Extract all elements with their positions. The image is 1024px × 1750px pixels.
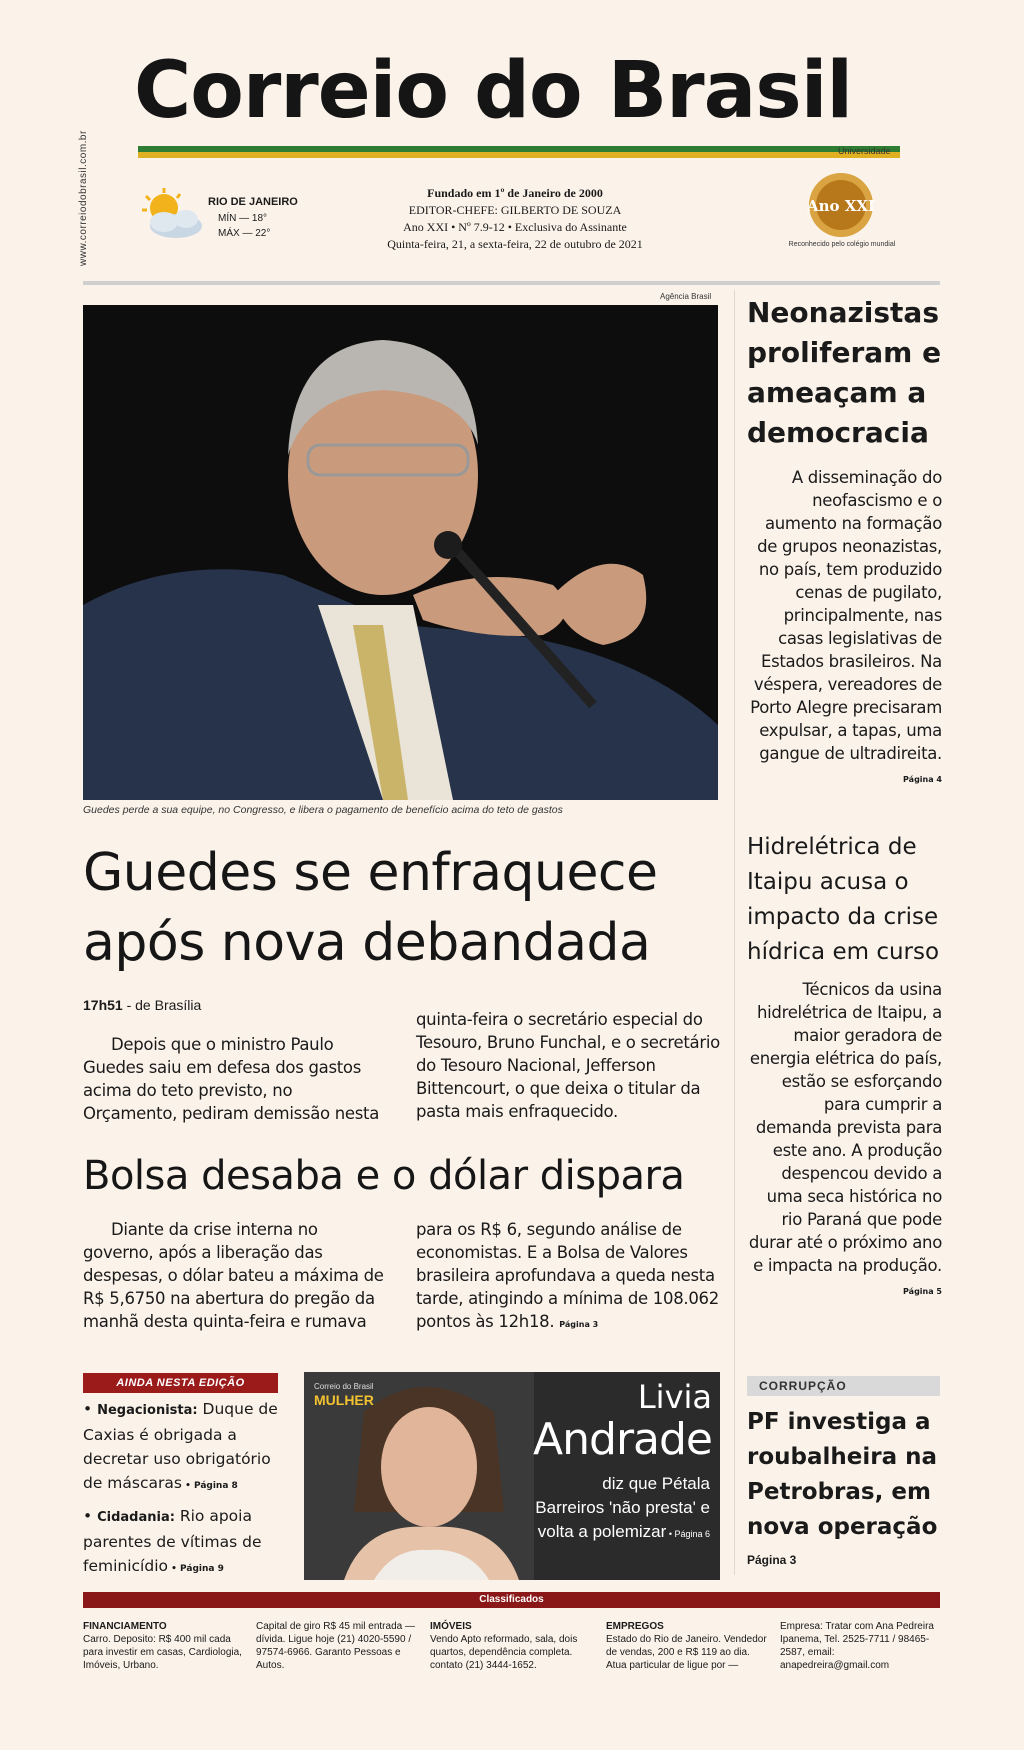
bolsa-text-col2 (416, 1218, 723, 1336)
bolsa-col2-body: para os R$ 6, segundo análise de economistas. E a Bolsa de Valores brasileira aprofundava a queda nesta tarde, atingindo a mínima de 108.062 pontos às 12h18. (416, 1220, 719, 1331)
edition-line: Ano XXI • Nº 7.9-12 • Exclusiva do Assinante (403, 220, 627, 234)
classified-col (83, 1620, 248, 1672)
masthead-stripe-yellow (138, 152, 900, 158)
seal-caption: Reconhecido pelo colégio mundial (788, 241, 896, 248)
classified-col (606, 1620, 771, 1672)
classificados-bar: Classificados (83, 1592, 940, 1608)
classified-text: Capital de giro R$ 45 mil entrada — dívida. Ligue hoje (21) 4020-5590 / 97574-6966. Garanto Pessoas e Autos. (256, 1621, 415, 1671)
bolsa-page-ref: Página 3 (559, 1320, 599, 1329)
bolsa-headline[interactable]: Bolsa desaba e o dólar dispara (83, 1153, 685, 1199)
petrobras-page-ref: Página 3 (747, 1553, 797, 1567)
dateline (83, 997, 201, 1013)
feature-name-last: Andrade (533, 1414, 712, 1465)
founded-line: Fundado em 1º de Janeiro de 2000 (427, 186, 603, 200)
main-photo (83, 305, 718, 800)
classified-col (430, 1620, 595, 1672)
sun-cloud-icon (134, 186, 214, 246)
seal-text: Ano XXI (806, 197, 876, 215)
masthead-sub: Universidade (838, 146, 891, 156)
classified-head: EMPREGOS (606, 1621, 664, 1632)
ainda-item-text: Duque de Caxias é obrigada a decretar uso obrigatório de máscaras (83, 1400, 278, 1492)
petrobras-headline[interactable]: PF investiga a roubalheira na Petrobras, em nova operação (747, 1409, 938, 1540)
classified-text: Estado do Rio de Janeiro. Vendedor de vendas, 200 e R$ 119 ao dia. Atua particular de ligue por — (606, 1634, 767, 1671)
main-text-col2: quinta-feira o secretário especial do Tesouro, Bruno Funchal, e o secretário do Tesouro Nacional, Jefferson Bittencourt, o que deixa o titular da pasta mais enfraquecido. (416, 1010, 720, 1121)
classified-text: Empresa: Tratar com Ana Pedreira Ipanema, Tel. 2525-7711 / 98465-2587, email: anapedreira@gmail.com (780, 1621, 934, 1671)
neonazistas-page-ref: Página 4 (903, 775, 942, 784)
classified-text: Vendo Apto reformado, sala, dois quartos, dependência completa. contato (21) 3444-1652. (430, 1634, 578, 1671)
editor-line: EDITOR-CHEFE: GILBERTO DE SOUZA (408, 203, 622, 217)
weather-min: MÍN — 18° (218, 213, 268, 224)
dateline-place: - de Brasília (122, 997, 202, 1013)
header-divider (83, 281, 940, 285)
itaipu-text (747, 978, 942, 1303)
side-url: www.correiodobrasil.com.br (78, 130, 89, 266)
edition-info (330, 185, 700, 253)
itaipu-page-ref: Página 5 (903, 1287, 942, 1296)
classified-text: Carro. Deposito: R$ 400 mil cada para investir em casas, Cardiologia, Imóveis, Urbano. (83, 1634, 242, 1671)
mulher-feature-box[interactable] (304, 1372, 720, 1580)
feature-name-first: Livia (637, 1378, 712, 1416)
feature-tag-brand: Correio do Brasil (314, 1382, 374, 1391)
ainda-item[interactable]: • Negacionista: Duque de Caxias é obrigada a decretar uso obrigatório de máscaras • Página 8 (83, 1400, 278, 1492)
main-text-col1: Depois que o ministro Paulo Guedes saiu em defesa dos gastos acima do teto previsto, no Orçamento, pediram demissão nesta (83, 1035, 380, 1123)
classified-head: IMÓVEIS (430, 1621, 472, 1632)
ainda-item[interactable]: • Cidadania: Rio apoia parentes de vítimas de feminicídio • Página 9 (83, 1507, 262, 1575)
feature-page-ref: • Página 6 (666, 1529, 710, 1539)
feature-text (530, 1472, 710, 1546)
weather-max: MÁX — 22° (218, 228, 271, 239)
masthead-title: Correio do Brasil (134, 46, 853, 136)
photo-credit: Agência Brasil (660, 292, 712, 301)
dateline-time: 17h51 (83, 997, 123, 1013)
classified-col (780, 1620, 940, 1672)
classified-col (256, 1620, 421, 1672)
neonazistas-text (747, 466, 942, 791)
weather-city: RIO DE JANEIRO (208, 196, 298, 208)
column-divider (734, 290, 735, 1575)
neonazistas-headline[interactable]: Neonazistas proliferam e ameaçam a democracia (747, 296, 942, 449)
classified-head: FINANCIAMENTO (83, 1621, 167, 1632)
ainda-item-page: • Página 9 (168, 1564, 224, 1574)
anniversary-seal-icon (806, 170, 876, 240)
ainda-item-kicker: Cidadania: (97, 1510, 175, 1525)
main-headline[interactable]: Guedes se enfraquece após nova debandada (83, 843, 658, 973)
feature-text-body: diz que Pétala Barreiros 'não presta' e volta a polemizar (535, 1474, 710, 1541)
neonazistas-body: A disseminação do neofascismo e o aumento na formação de grupos neonazistas, no país, tem produzido cenas de pugilato, principalmente, nas casas legislativas de Estados brasileiros. Na véspera, vereadores de Porto Alegre precisaram expulsar, a tapas, uma gangue de ultradireita. (750, 468, 942, 763)
section-label-corrupcao: CORRUPÇÃO (747, 1376, 940, 1396)
itaipu-body: Técnicos da usina hidrelétrica de Itaipu, a maior geradora de energia elétrica do país, estão se esforçando para cumprir a demanda prevista para este ano. A produção despencou devido a uma seca histórica no rio Paraná que pode durar até o próximo ano e impacta na produção. (748, 980, 942, 1275)
ainda-item-page: • Página 8 (181, 1481, 238, 1491)
ainda-item-text: Rio apoia parentes de vítimas de feminicídio (83, 1507, 262, 1575)
dates-line: Quinta-feira, 21, a sexta-feira, 22 de outubro de 2021 (387, 237, 643, 251)
ainda-item-kicker: Negacionista: (97, 1403, 198, 1418)
photo-caption: Guedes perde a sua equipe, no Congresso, e libera o pagamento de benefício acima do teto de gastos (83, 804, 563, 816)
feature-tag-mulher: MULHER (314, 1392, 374, 1408)
ainda-nesta-edicao-label: AINDA NESTA EDIÇÃO (83, 1373, 278, 1393)
itaipu-headline[interactable]: Hidrelétrica de Itaipu acusa o impacto da crise hídrica em curso (747, 834, 940, 965)
bolsa-text-col1: Diante da crise interna no governo, após a liberação das despesas, o dólar bateu a máxima de R$ 5,6750 na abertura do pregão da manhã desta quinta-feira e rumava (83, 1220, 384, 1331)
